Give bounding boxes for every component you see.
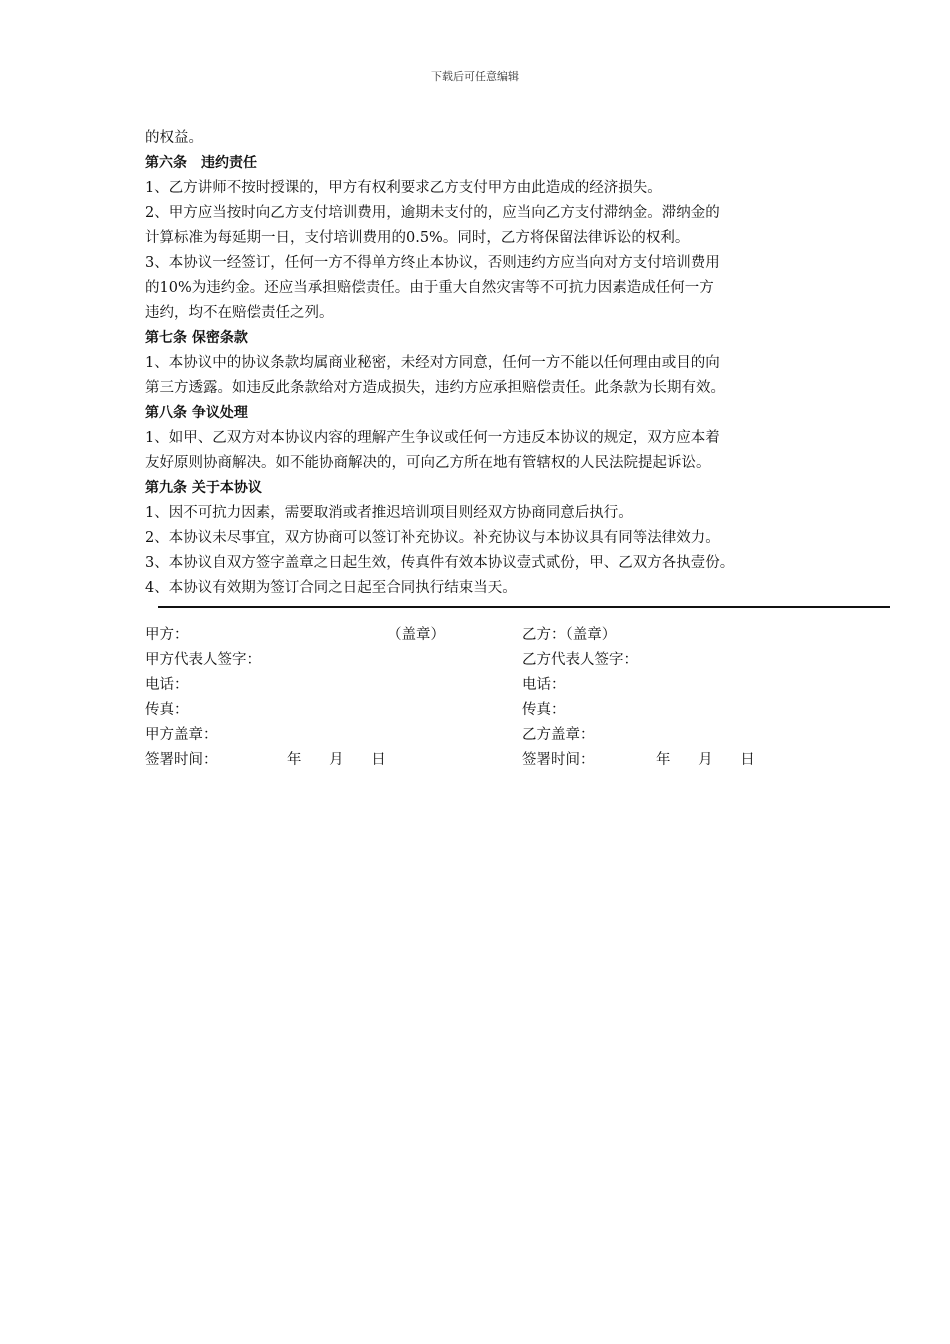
party-b-date-label: 签署时间： [522,752,595,768]
party-a-phone-label: 电话： [145,677,189,693]
paragraph-line: 的权益。 [145,130,203,146]
paragraph-line: 1、因不可抗力因素，需要取消或者推迟培训项目则经双方协商同意后执行。 [145,505,633,521]
page-header: 下载后可任意编辑 [431,70,519,83]
agreement-body [145,126,825,601]
signature-row-party [145,623,865,648]
paragraph-line: 1、如甲、乙双方对本协议内容的理解产生争议或任何一方违反本协议的规定，双方应本着 [145,430,720,446]
paragraph-line: 3、本协议一经签订，任何一方不得单方终止本协议，否则违约方应当向对方支付培训费用 [145,255,720,271]
signature-divider [158,606,890,608]
paragraph-line: 4、本协议有效期为签订合同之日起至合同执行结束当天。 [145,580,517,596]
section-heading: 第六条 违约责任 [145,155,257,171]
party-a-rep-label: 甲方代表人签字： [145,652,261,668]
paragraph-line: 第三方透露。如违反此条款给对方造成损失，违约方应承担赔偿责任。此条款为长期有效。 [145,380,725,396]
signature-row-phone [145,673,865,698]
section-heading: 第九条 关于本协议 [145,480,262,496]
party-b-seal-label: 乙方盖章： [522,727,595,743]
party-a-fax-label: 传真： [145,702,189,718]
party-b-date-value: 年 月 日 [656,752,755,768]
section-heading: 第七条 保密条款 [145,330,248,346]
party-b-phone-label: 电话： [522,677,566,693]
signature-row-date [145,748,865,773]
paragraph-line: 1、本协议中的协议条款均属商业秘密，未经对方同意，任何一方不能以任何理由或目的向 [145,355,720,371]
signature-block [145,623,865,773]
party-b-fax-label: 传真： [522,702,566,718]
party-a-date-label: 签署时间： [145,752,218,768]
signature-row-rep [145,648,865,673]
party-a-seal-label: 甲方盖章： [145,727,218,743]
paragraph-line: 2、甲方应当按时向乙方支付培训费用，逾期未支付的，应当向乙方支付滞纳金。滞纳金的 [145,205,720,221]
party-b-rep-label: 乙方代表人签字： [522,652,638,668]
section-heading: 第八条 争议处理 [145,405,248,421]
paragraph-line: 1、乙方讲师不按时授课的，甲方有权利要求乙方支付甲方由此造成的经济损失。 [145,180,662,196]
paragraph-line: 2、本协议未尽事宜，双方协商可以签订补充协议。补充协议与本协议具有同等法律效力。 [145,530,720,546]
party-a-date-value: 年 月 日 [287,752,386,768]
paragraph-line: 3、本协议自双方签字盖章之日起生效，传真件有效本协议壹式贰份，甲、乙双方各执壹份。 [145,555,735,571]
paragraph-line: 友好原则协商解决。如不能协商解决的，可向乙方所在地有管辖权的人民法院提起诉讼。 [145,455,711,471]
party-a-stamp-label: （盖章） [387,627,445,643]
paragraph-line: 计算标准为每延期一日，支付培训费用的0.5%。同时，乙方将保留法律诉讼的权利。 [145,230,690,246]
signature-row-fax [145,698,865,723]
signature-row-seal [145,723,865,748]
paragraph-line: 的10%为违约金。还应当承担赔偿责任。由于重大自然灾害等不可抗力因素造成任何一方 [145,280,714,296]
party-b-label: 乙方：（盖章） [522,627,617,643]
paragraph-line: 违约，均不在赔偿责任之列。 [145,305,334,321]
party-a-label: 甲方： [145,627,189,643]
